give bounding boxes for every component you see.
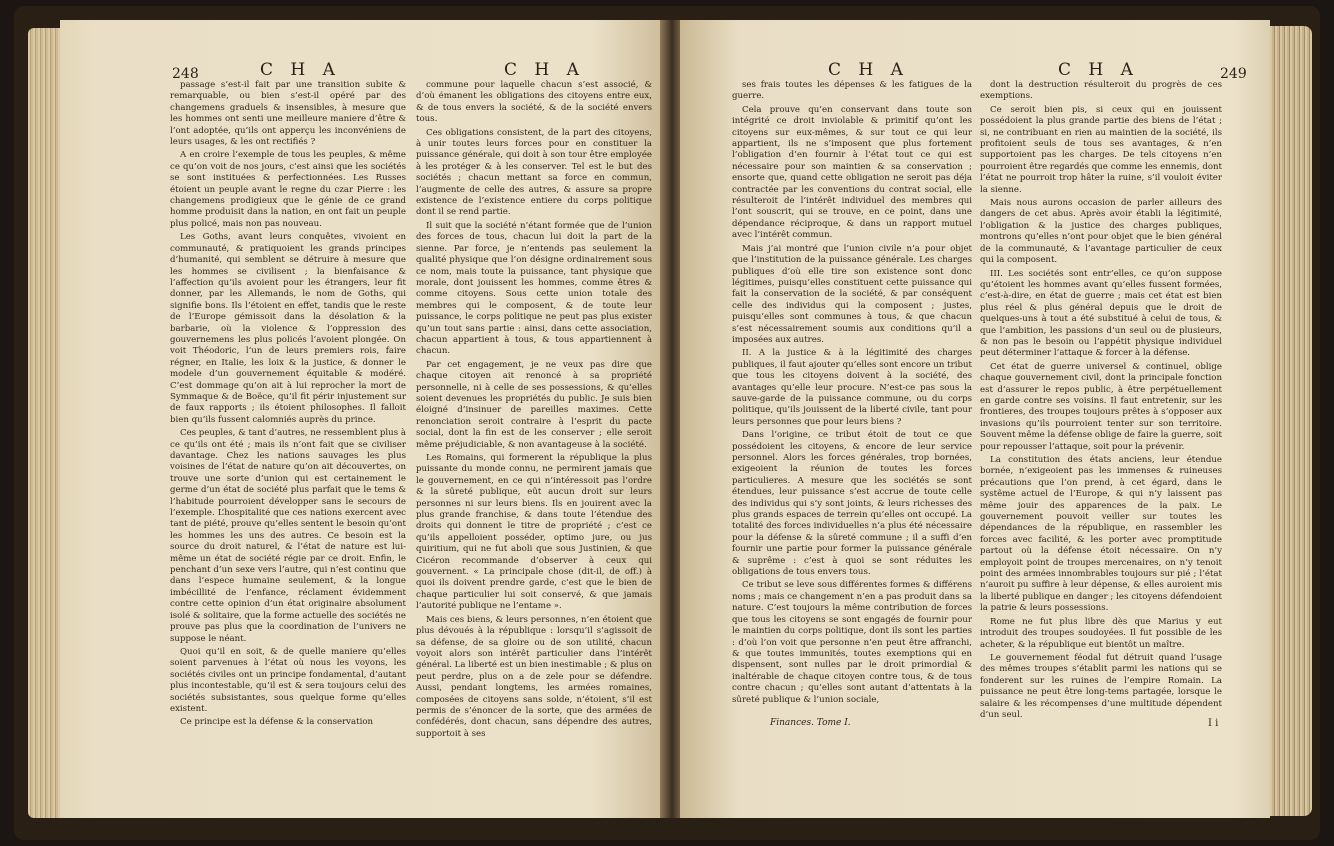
text-column [732,80,972,708]
footer-title: Finances. Tome I. [770,718,851,728]
running-head: C H A [1058,60,1139,80]
paragraph: A en croire l’exemple de tous les peuples, & même ce qu’on voit de nos jours, c’est ainsi que les sociétés se sont instituées & perfectionnées. Les Russes étoient un peuple avant le regne du czar Pierre : les changemens prodigieux que le génie de ce grand homme produisit dans la nation, en ont fait un peuple plus policé, mais non pas nouveau. [170,150,406,229]
paragraph: Dans l’origine, ce tribut étoit de tout ce que possédoient les citoyens, & encore de leur service personnel. Alors les forces générales, trop bornées, exigeoient la réunion de toutes les forces particulieres. A mesure que les sociétés se sont étendues, leur puissance s’est accrue de toute celle des individus qui s’y sont joints, & leurs richesses des plus grands espaces de terrein qu’elles ont occupé. La totalité des forces individuelles n’a plus été nécessaire pour la défense & la sûreté commune ; il a suffi d’en fournir une partie pour former la puissance générale & suprême : c’est à quoi se sont réduites les obligations de tous envers tous. [732,430,972,578]
running-head: C H A [504,60,585,80]
running-head: C H A [828,60,909,80]
paragraph: Ces obligations consistent, de la part des citoyens, à unir toutes leurs forces pour en constituer la puissance générale, qui doit à son tour être employée à les protéger & à les conserver. Tel est le but des sociétés ; chacun mettant sa force en commun, l’augmente de celle des autres, & assure sa propre existence de l’existence entiere du corps politique dont il se rend partie. [416,127,652,218]
signature-mark: I i [1208,718,1219,729]
text-column [416,80,652,742]
paragraph: Les Romains, qui formerent la république la plus puissante du monde connu, ne permirent jamais que le gouvernement, en ce qui n’intéressoit pas l’ordre & la sûreté publique, eût aucun droit sur leurs personnes ni sur leurs biens. Ils en jouirent avec la plus grande franchise, & dans toute l’étendue des droits qui donnent le titre de propriété ; c’est ce qu’ils appelloient posséder, optimo jure, ou jus quiritium, qui ne fut aboli que sous Justinien, & que Cicéron recommande d’observer à ceux qui gouvernent. « La principale chose (dit-il, de off.) à quoi ils doivent prendre garde, c’est que le bien de chaque particulier lui soit conservé, & que jamais l’autorité publique ne l’entame ». [416,453,652,612]
paragraph: Ce seroit bien pis, si ceux qui en jouissent possédoient la plus grande partie des biens de l’état ; si, ne contribuant en rien au maintien de la société, ils profitoient seuls de tous ses avantages, & n’en supportoient pas les charges. De tels citoyens n’en pourroient être regardés que comme les ennemis, dont l’état ne pourroit trop hâter la ruine, s’il vouloit éviter la sienne. [980,104,1222,195]
paragraph: Cet état de guerre universel & continuel, oblige chaque gouvernement civil, dont la principale fonction est d’assurer le repos public, à être perpétuellement en garde contre ses voisins. Il faut entretenir, sur les frontieres, des troupes toujours prêtes à s’opposer aux invasions qu’ils pourroient tenter sur son territoire. Souvent même la défense oblige de faire la guerre, soit pour repousser l’attaque, soit pour la prévenir. [980,361,1222,452]
text-column [170,80,406,731]
paragraph: Les Goths, avant leurs conquêtes, vivoient en communauté, & pratiquoient les grands principes d’humanité, qui semblent se détruire à mesure que les hommes se civilisent ; la bienfaisance & l’affection qu’ils avoient pour les étrangers, leur fit donner, par les Allemands, le nom de Goths, qui signifie bons. Ils l’étoient en effet, tandis que le reste de l’Europe gémissoit dans la désolation & la barbarie, où la violence & l’oppression des gouvernemens les plus policés l’avoient plongée. On voit Théodoric, l’un de leurs premiers rois, faire régner, en Italie, les loix & la justice, & donner le modele d’un gouvernement équitable & modéré. C’est dommage qu’on ait à lui reprocher la mort de Symmaque & de Boëce, qu’il fit périr injustement sur de faux rapports ; ils étoient philosophes. Il falloit bien qu’ils fussent calomniés auprès du prince. [170,232,406,425]
paragraph: La constitution des états anciens, leur étendue bornée, n’exigeoient pas les immenses & ruineuses précautions que l’on prend, à cet égard, dans le systême actuel de l’Europe, & qui n’y laissent pas même jouir des apparences de la paix. Le gouvernement pouvoit veiller sur toutes les dépendances de la république, en rassembler les forces avec facilité, & les porter avec promptitude partout où la défense étoit nécessaire. On n’y employoit point de troupes mercenaires, on n’y tenoit point des armées innombrables toujours sur pié ; l’état n’auroit pu suffire à leur dépense, & elles auroient mis la liberté publique en danger ; les citoyens défendoient la patrie & leurs possessions. [980,455,1222,614]
paragraph: passage s’est-il fait par une transition subite & remarquable, ou bien s’est-il opéré par des changemens graduels & insensibles, à mesure que les hommes ont senti une meilleure maniere d’être & l’ont adoptée, qu’ils ont apperçu les inconvéniens de leurs usages, & les ont rectifiés ? [170,80,406,148]
text-column [980,80,1222,723]
paragraph: Mais ces biens, & leurs personnes, n’en étoient que plus dévoués à la république : lorsqu’il s’agissoit de sa défense, de sa gloire ou de son utilité, chacun voyoit alors son intérêt particulier dans l’intérêt général. La liberté est un bien inestimable ; & plus on peut perdre, plus on a de zele pour se défendre. Aussi, pendant longtems, les armées romaines, composées de citoyens sans solde, n’étoient, s’il est permis de s’énoncer de la sorte, que des armées de confédérés, dont chacun, sans dépendre des autres, supportoit à ses [416,614,652,739]
paragraph: Rome ne fut plus libre dès que Marius y eut introduit des troupes soudoyées. Il fut possible de les acheter, & la république eut bientôt un maître. [980,616,1222,650]
paragraph: Ce principe est la défense & la conservation [180,717,374,728]
paragraph: Le gouvernement féodal fut détruit quand l’usage des mêmes troupes s’établit parmi les nations qui se fonderent sur les ruines de l’empire Romain. La puissance ne peut être long-tems partagée, lorsque le salaire & les récompenses d’une multitude dépendent d’un seul. [980,652,1222,720]
paragraph: Mais nous aurons occasion de parler ailleurs des dangers de cet abus. Après avoir établi la légitimité, l’obligation & la justice des charges publiques, montrons qu’elles n’ont pour objet que le bien général de la communauté, & l’avantage particulier de ceux qui la composent. [980,198,1222,266]
paragraph: Cela prouve qu’en conservant dans toute son intégrité ce droit inviolable & primitif qu’ont les citoyens sur eux-mêmes, & sur tout ce qui leur appartient, ils ne s’imposent que plus fortement l’obligation d’en fournir à l’état tout ce qui est nécessaire pour son maintien & sa conservation ; ensorte que, quand cette obligation ne seroit pas déja contractée par les conventions du contrat social, elle résulteroit de l’intérêt individuel des membres qui l’ont souscrit, qui se trouve, en ce point, dans une dépendance réciproque, & dans un rapport mutuel avec l’intérêt commun. [732,104,972,241]
paragraph: Ces peuples, & tant d’autres, ne ressemblent plus à ce qu’ils ont été ; mais ils n’ont fait que se civiliser davantage. Chez les nations sauvages les plus voisines de l’état de nature qu’on ait découvertes, on trouve une sorte d’union qui est certainement le germe d’un état de société plus parfait que le tems & l’habitude pourroient développer sans le secours de l’exemple. L’hospitalité que ces nations exercent avec tant de piété, prouve qu’elles sentent le besoin qu’ont les hommes les uns des autres. Ce besoin est la source du droit naturel, & l’état de nature est lui-même un état de société régie par ce droit. Enfin, le penchant d’un sexe vers l’autre, qui n’est continu que dans l’espece humaine seulement, & la longue imbécillité de l’enfance, réclament évidemment contre cette opinion d’un état originaire absolument isolé & solitaire, que la forme actuelle des sociétés ne prouve pas plus que la coordination de l’univers ne suppose le néant. [170,428,406,644]
paragraph: ses frais toutes les dépenses & les fatigues de la guerre. [732,80,972,102]
page-number: 248 [172,66,199,82]
left-page-edges [28,28,62,818]
paragraph: Il suit que la société n’étant formée que de l’union des forces de tous, chacun lui doit la part de la sienne. Par force, je n’entends pas seulement la qualité physique que l’on désigne ordinairement sous ce nom, mais toute la puissance, tant physique que morale, dont jouissent les hommes, comme êtres & comme citoyens. Sous cette union totale des membres qui le composent, & de toute leur puissance, le corps politique ne peut pas plus exister qu’un tout sans partie : ainsi, dans cette association, chacun appartient à tous, & tous appartiennent à chacun. [416,220,652,357]
paragraph: Quoi qu’il en soit, & de quelle maniere qu’elles soient parvenues à l’état où nous les voyons, les sociétés civiles ont un principe fondamental, d’autant plus incontestable, qu’il est & sera toujours celui des sociétés subsistantes, sous quelque forme qu’elles existent. [170,646,406,714]
running-head: C H A [260,60,341,80]
paragraph: commune pour laquelle chacun s’est associé, & d’où émanent les obligations des citoyens entre eux, & de tous envers la société, & de la société envers tous. [416,80,652,125]
paragraph: Mais j’ai montré que l’union civile n’a pour objet que l’institution de la puissance générale. Les charges publiques d’où elle tire son existence sont donc légitimes, puisqu’elles constituent cette puissance qui fait la conservation de la société, & par conséquent celle des individus qui la composent ; justes, puisqu’elles sont communes à tous, & que chacun s’est nécessairement soumis aux conditions qu’il a imposées aux autres. [732,243,972,345]
paragraph: dont la destruction résulteroit du progrès de ces exemptions. [980,80,1222,102]
paragraph: Par cet engagement, je ne veux pas dire que chaque citoyen ait renoncé à sa propriété personnelle, ni à celle de ses possessions, & qu’elles soient devenues les propriétés du public. Je suis bien éloigné d’insinuer de pareilles maximes. Cette renonciation seroit contraire à l’esprit du pacte social, dont la fin est de les conserver ; elle seroit même préjudiciable, & non avantageuse à la société. [416,359,652,450]
paragraph: II. A la justice & à la légitimité des charges publiques, il faut ajouter qu’elles sont encore un tribut que tous les citoyens doivent à la société, des avantages qu’elle leur procure. N’est-ce pas sous la sauve-garde de la puissance commune, ou du corps politique, qu’ils jouissent de la liberté civile, tant pour leurs personnes que pour leurs biens ? [732,348,972,427]
paragraph: Ce tribut se leve sous différentes formes & différens noms ; mais ce changement n’en a pas produit dans sa nature. C’est toujours la même contribution de forces que tous les citoyens se sont engagés de fournir pour le maintien du corps politique, dont ils sont les parties : d’où l’on voit que personne n’en peut être affranchi, & que toutes immunités, toutes exemptions qui en dispensent, sont nulles par le droit primordial & inaltérable de chaque citoyen contre tous, & de tous contre chacun ; qu’elles sont autant d’attentats à la sûreté publique & l’union sociale, [732,580,972,705]
paragraph: III. Les sociétés sont entr’elles, ce qu’on suppose qu’étoient les hommes avant qu’elles fussent formées, c’est-à-dire, en état de guerre ; mais cet état est bien plus réel & plus général depuis que le droit de quelques-uns à tout a été substitué à celui de tous, & que l’ambition, les passions d’un seul ou de plusieurs, & non pas le besoin ou l’appétit physique individuel peut déterminer l’attaque & forcer à la défense. [980,268,1222,359]
page-number: 249 [1220,66,1247,82]
right-page [680,20,1270,818]
left-page [60,20,664,818]
